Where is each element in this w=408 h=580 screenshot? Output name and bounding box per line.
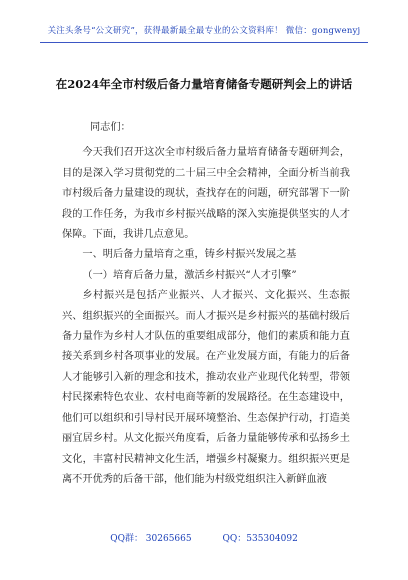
header-banner: 关注头条号“公文研究”，获得最新最全最专业的公文资料库！ 微信：gongwenyj: [47, 26, 361, 36]
document-body: [62, 118, 350, 490]
intro-paragraph: 今天我们召开这次全市村级后备力量培育储备专题研判会，目的是深入学习贯彻党的二十届三中全会精神，全面分析当前我市村级后备力量建设的现状，查找存在的问题，研究部署下一阶段的工作任务，为我市乡村振兴战略的深入实施提供坚实的人才保障。下面，我讲几点意见。: [62, 147, 350, 241]
greeting: 同志们：: [90, 122, 131, 133]
document-title: 在2024年全市村级后备力量培育储备专题研判会上的讲话: [55, 77, 353, 91]
header-divider: [40, 42, 368, 43]
subsection-heading: （一）培育后备力量，激活乡村振兴“人才引擎”: [82, 269, 297, 281]
qq-number: QQ：535304092: [222, 534, 298, 544]
subsection-paragraph: 乡村振兴是包括产业振兴、人才振兴、文化振兴、生态振兴、组织振兴的全面振兴。而人才振兴是乡村振兴的基础村级后备力量作为乡村人才队伍的重要组成部分，他们的素质和能力直接关系到乡村各项事业的发展。在产业发展方面，有能力的后备人才能够引入新的理念和技术，推动农业产业现代化转型，带领村民探索特色农业、农村电商等新的发展路径。在生态建设中，他们可以组织和引导村民开展环境整治、生态保护行动，打造美丽宜居乡村。从文化振兴角度看，后备力量能够传承和弘扬乡土文化，丰富村民精神文化生活，增强乡村凝聚力。组织振兴更是离不开优秀的后备干部，他们能为村级党组织注入新鲜血液: [62, 290, 350, 485]
section-heading: 一、明后备力量培育之重，铸乡村振兴发展之基: [82, 249, 297, 261]
footer-contacts: [0, 531, 408, 544]
qq-group: QQ群： 30265665: [110, 534, 192, 544]
